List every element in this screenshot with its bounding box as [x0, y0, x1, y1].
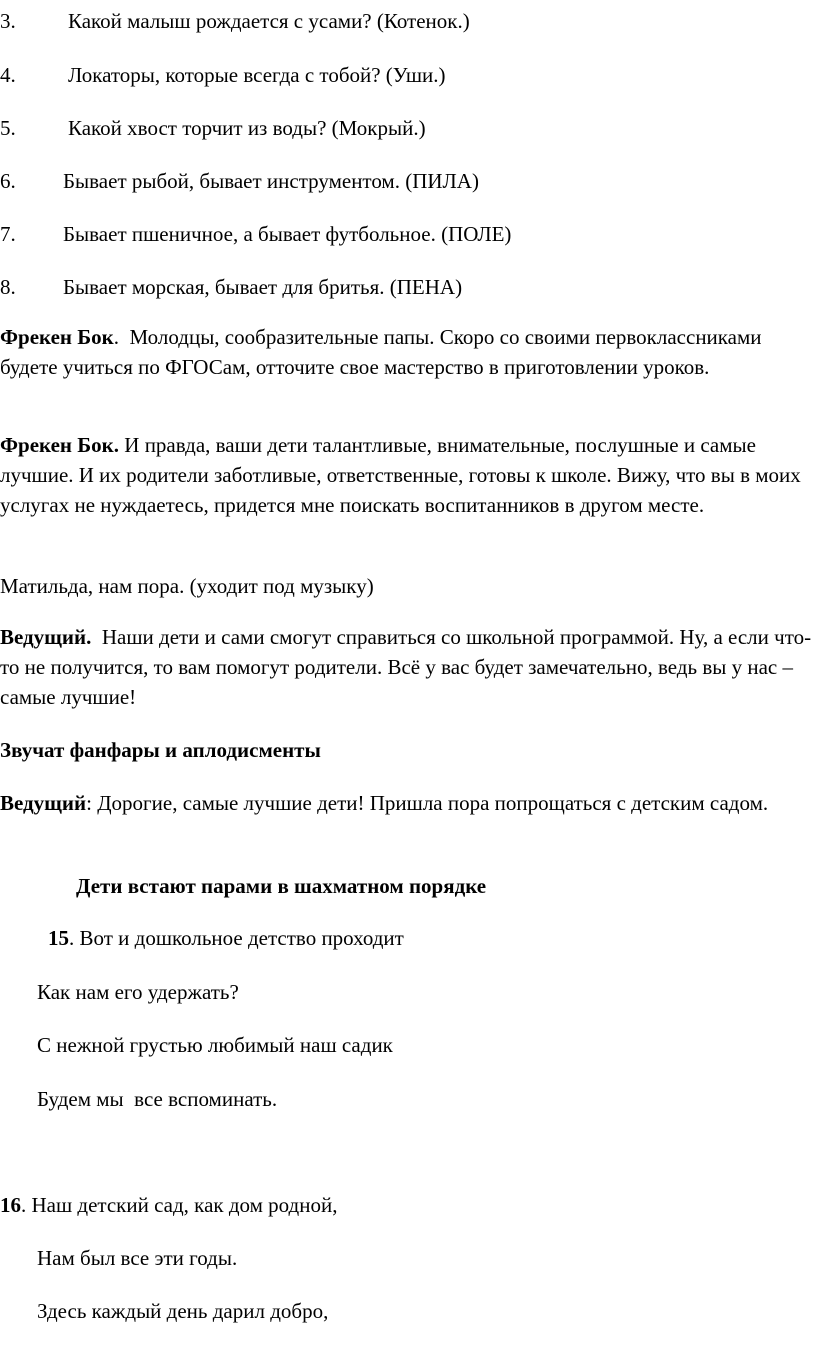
verse-15-line-2: [37, 977, 239, 1007]
paragraph-host-1: [0, 622, 814, 712]
list-item: [0, 272, 462, 302]
verse-text: С нежной грустью любимый наш садик: [37, 1033, 393, 1057]
verse-text: Нам был все эти годы.: [37, 1246, 238, 1270]
speaker-name: Ведущий.: [0, 625, 92, 649]
verse-number: 15: [48, 926, 69, 950]
list-number: 3.: [0, 9, 16, 33]
list-number: 4.: [0, 63, 16, 87]
verse-15-line-1: [48, 923, 404, 953]
paragraph-text: И правда, ваши дети талантливые, внимательные, послушные и самые лучшие. И их родители заботливые, ответственные, готовы к школе. Вижу, что вы в моих услугах не нуждаетесь, придется мне поискать воспитанников в другом месте.: [0, 433, 801, 517]
speaker-sep: .: [113, 325, 120, 349]
stage-direction-text: Звучат фанфары и аплодисменты: [0, 738, 321, 762]
verse-text: . Наш детский сад, как дом родной,: [21, 1193, 338, 1217]
list-item: [0, 6, 470, 36]
paragraph-host-2: [0, 788, 814, 818]
verse-15-line-4: [37, 1084, 277, 1114]
verse-text: Здесь каждый день дарил добро,: [37, 1299, 329, 1323]
list-text: Бывает пшеничное, а бывает футбольное. (ПОЛЕ): [63, 222, 512, 246]
paragraph-text: Матильда, нам пора. (уходит под музыку): [0, 574, 374, 598]
paragraph-text: Молодцы, сообразительные папы. Скоро со своими первоклассниками будете учиться по ФГОСам, отточите свое мастерство в приготовлении уроков.: [0, 325, 767, 379]
list-item: [0, 219, 511, 249]
paragraph-text: Наши дети и сами смогут справиться со школьной программой. Ну, а если что-то не получится, то вам помогут родители. Всё у вас будет замечательно, ведь вы у нас – самые лучшие!: [0, 625, 812, 709]
paragraph-freken-bok-2: [0, 430, 814, 520]
paragraph-exit: [0, 571, 374, 601]
verse-number: 16: [0, 1193, 21, 1217]
stage-direction-text: Дети встают парами в шахматном порядке: [76, 874, 487, 898]
verse-15-line-3: [37, 1030, 393, 1060]
list-text: Какой хвост торчит из воды? (Мокрый.): [68, 116, 426, 140]
verse-16-line-1: [0, 1190, 337, 1220]
list-number: 6.: [0, 169, 16, 193]
speaker-name: Фрекен Бок: [0, 325, 114, 349]
verse-text: Будем мы все вспоминать.: [37, 1087, 278, 1111]
paragraph-freken-bok-1: [0, 322, 814, 382]
list-number: 8.: [0, 275, 16, 299]
paragraph-text: : Дорогие, самые лучшие дети! Пришла пора попрощаться с детским садом.: [86, 791, 769, 815]
list-number: 5.: [0, 116, 16, 140]
list-item: [0, 60, 445, 90]
verse-16-line-2: [37, 1243, 237, 1273]
list-item: [0, 166, 479, 196]
verse-16-line-3: [37, 1296, 328, 1326]
stage-direction-pairs: [76, 871, 486, 901]
speaker-name: Фрекен Бок.: [0, 433, 120, 457]
list-text: Бывает морская, бывает для бритья. (ПЕНА): [63, 275, 463, 299]
verse-text: . Вот и дошкольное детство проходит: [69, 926, 404, 950]
list-number: 7.: [0, 222, 16, 246]
list-text: Какой малыш рождается с усами? (Котенок.): [68, 9, 470, 33]
list-text: Локаторы, которые всегда с тобой? (Уши.): [68, 63, 446, 87]
list-text: Бывает рыбой, бывает инструментом. (ПИЛА): [63, 169, 479, 193]
verse-text: Как нам его удержать?: [37, 980, 239, 1004]
stage-direction-fanfare: [0, 735, 321, 765]
speaker-name: Ведущий: [0, 791, 87, 815]
list-item: [0, 113, 426, 143]
